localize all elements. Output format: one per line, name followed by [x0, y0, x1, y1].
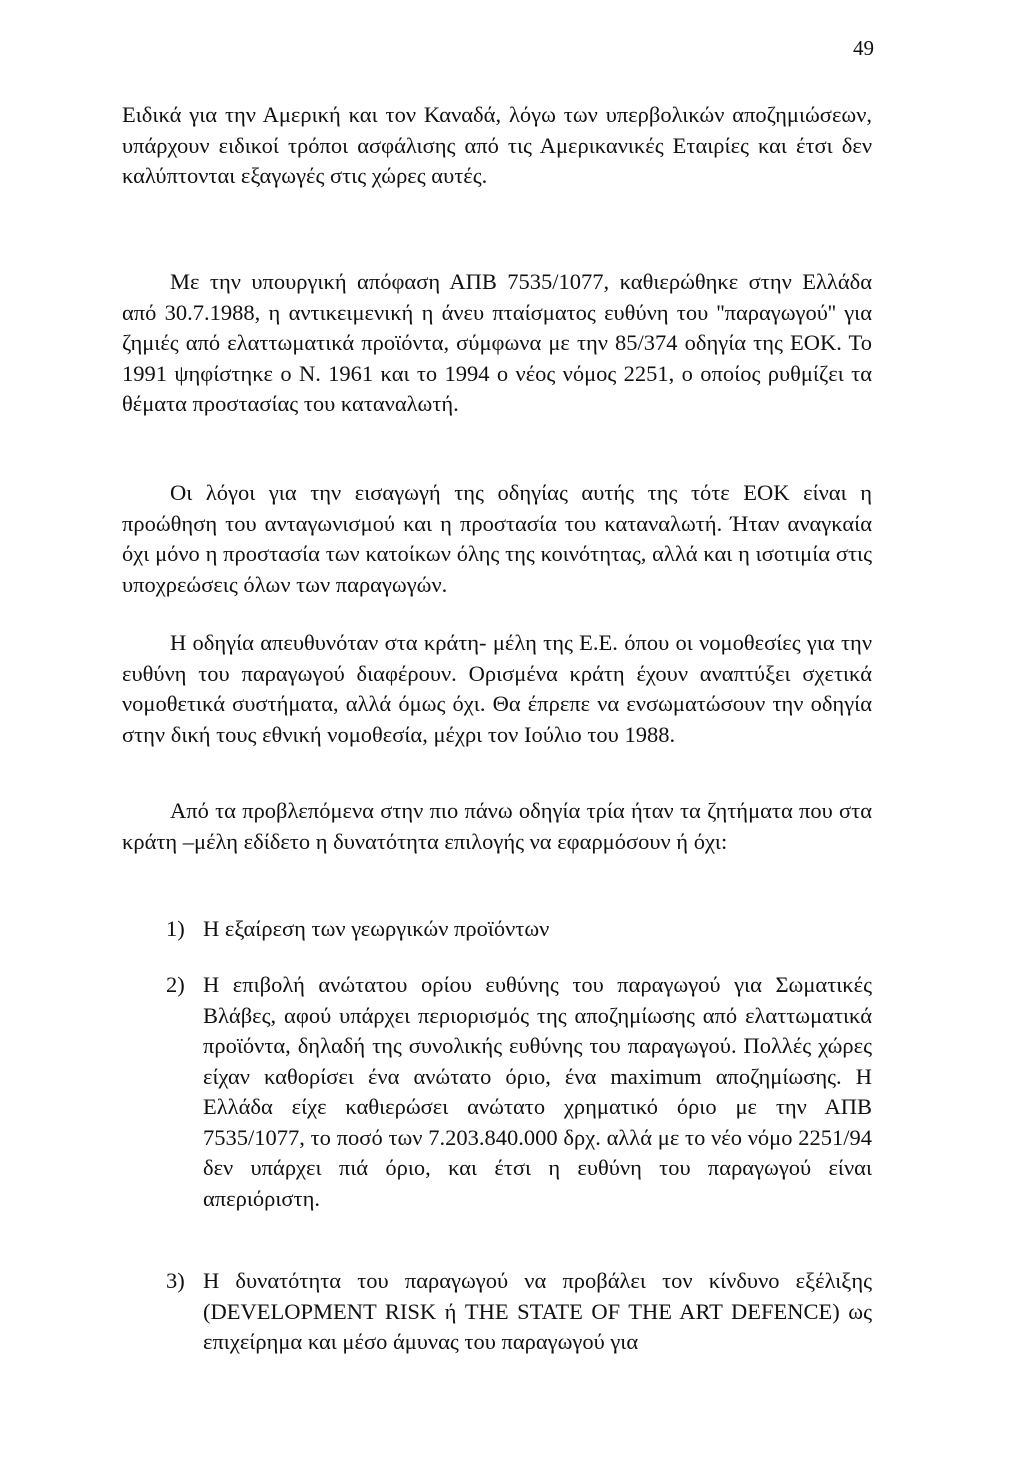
list-number: 3): [166, 1268, 185, 1293]
paragraph-directive-reasons: Οι λόγοι για την εισαγωγή της οδηγίας αυτής της τότε ΕΟΚ είναι η προώθηση του ανταγωνισμού και η προστασία του καταναλωτή. Ήταν αναγκαία όχι μόνο η προστασία των κατοίκων όλης της κοινότητας, αλλά και η ισοτιμία στις υποχρεώσεις όλων των παραγωγών.: [122, 480, 872, 597]
list-item-liability-cap: [166, 970, 872, 1214]
paragraph-member-states: Η οδηγία απευθυνόταν στα κράτη- μέλη της Ε.Ε. όπου οι νομοθεσίες για την ευθύνη του παραγωγού διαφέρουν. Ορισμένα κράτη έχουν αναπτύξει σχετικά νομοθετικά συστήματα, αλλά όμως όχι. Θα έπρεπε να ενσωματώσουν την οδηγία στην δική τους εθνική νομοθεσία, μέχρι τον Ιούλιο του 1988.: [122, 630, 872, 747]
list-text: Η επιβολή ανώτατου ορίου ευθύνης του παραγωγού για Σωματικές Βλάβες, αφού υπάρχει περιορισμός της αποζημίωσης από ελαττωματικά προϊόντα, δηλαδή της συνολικής ευθύνης του παραγωγού. Πολλές χώρες είχαν καθορίσει ένα ανώτατο όριο, ένα maximum αποζημίωσης. Η Ελλάδα είχε καθιερώσει ανώτατο χρηματικό όριο με την ΑΠΒ 7535/1077, το ποσό των 7.203.840.000 δρχ. αλλά με το νέο νόμο 2251/94 δεν υπάρχει πιά όριο, και έτσι η ευθύνη του παραγωγού είναι απεριόριστη.: [203, 972, 872, 1211]
list-text: Η εξαίρεση των γεωργικών προϊόντων: [203, 916, 550, 941]
page-number: 49: [853, 36, 874, 60]
list-item-development-risk: [166, 1266, 872, 1358]
list-item-agricultural-exclusion: [166, 914, 872, 945]
list-number: 2): [166, 972, 185, 997]
paragraph-three-issues: Από τα προβλεπόμενα στην πιο πάνω οδηγία τρία ήταν τα ζητήματα που στα κράτη –μέλη εδίδετο η δυνατότητα επιλογής να εφαρμόσουν ή όχι:: [122, 798, 872, 854]
paragraph-america-canada: Ειδικά για την Αμερική και τον Καναδά, λόγω των υπερβολικών αποζημιώσεων, υπάρχουν ειδικοί τρόποι ασφάλισης από τις Αμερικανικές Εταιρίες και έτσι δεν καλύπτονται εξαγωγές στις χώρες αυτές.: [122, 102, 872, 188]
paragraph-ministerial-decision: Με την υπουργική απόφαση ΑΠΒ 7535/1077, καθιερώθηκε στην Ελλάδα από 30.7.1988, η αντικειμενική η άνευ πταίσματος ευθύνη του ''παραγωγού'' για ζημιές από ελαττωματικά προϊόντα, σύμφωνα με την 85/374 οδηγία της ΕΟΚ. Το 1991 ψηφίστηκε ο Ν. 1961 και το 1994 ο νέος νόμος 2251, ο οποίος ρυθμίζει τα θέματα προστασίας του καταναλωτή.: [122, 269, 872, 416]
list-text: Η δυνατότητα του παραγωγού να προβάλει τον κίνδυνο εξέλιξης (DEVELOPMENT RISK ή THE STATE OF THE ART DEFENCE) ως επιχείρημα και μέσο άμυνας του παραγωγού για: [203, 1268, 872, 1354]
list-number: 1): [166, 916, 185, 941]
